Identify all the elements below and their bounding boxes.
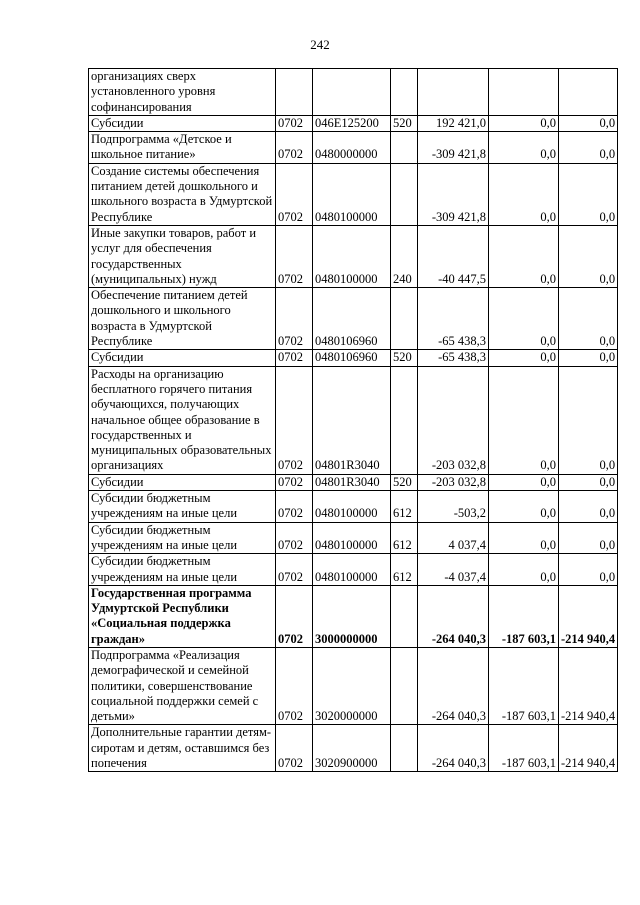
amount-col1-cell: 4 037,4 bbox=[418, 522, 489, 554]
amount-col2-cell: 0,0 bbox=[489, 132, 559, 164]
table-row bbox=[89, 132, 618, 164]
amount-col2-cell: 0,0 bbox=[489, 366, 559, 474]
amount-col2-cell: 0,0 bbox=[489, 288, 559, 350]
amount-col1-cell: -203 032,8 bbox=[418, 366, 489, 474]
row-name-cell: Обеспечение питанием детей дошкольного и школьного возраста в Удмуртской Республике bbox=[89, 288, 276, 350]
expense-type-cell: 240 bbox=[391, 225, 418, 287]
section-code-cell: 0702 bbox=[276, 522, 313, 554]
table-row bbox=[89, 288, 618, 350]
expense-type-cell bbox=[391, 288, 418, 350]
target-code-cell: 0480106960 bbox=[313, 288, 391, 350]
target-code-cell: 3020000000 bbox=[313, 647, 391, 724]
row-name-cell: Субсидии бюджетным учреждениям на иные цели bbox=[89, 554, 276, 586]
amount-col1-cell: 192 421,0 bbox=[418, 115, 489, 131]
row-name-cell: Расходы на организацию бесплатного горячего питания обучающихся, получающих начальное общее образование в государственных и муниципальных образовательных организациях bbox=[89, 366, 276, 474]
amount-col3-cell: 0,0 bbox=[559, 350, 618, 366]
target-code-cell: 3020900000 bbox=[313, 725, 391, 772]
target-code-cell bbox=[313, 69, 391, 116]
program-row bbox=[89, 585, 618, 647]
amount-col3-cell bbox=[559, 69, 618, 116]
target-code-cell: 0480100000 bbox=[313, 491, 391, 523]
amount-col2-cell: 0,0 bbox=[489, 350, 559, 366]
section-code-cell: 0702 bbox=[276, 225, 313, 287]
section-code-cell: 0702 bbox=[276, 132, 313, 164]
amount-col1-cell: -503,2 bbox=[418, 491, 489, 523]
section-code-cell: 0702 bbox=[276, 554, 313, 586]
table-row bbox=[89, 115, 618, 131]
section-code-cell: 0702 bbox=[276, 585, 313, 647]
amount-col2-cell: -187 603,1 bbox=[489, 585, 559, 647]
table-row bbox=[89, 474, 618, 490]
row-name-cell: Субсидии бюджетным учреждениям на иные цели bbox=[89, 522, 276, 554]
target-code-cell: 046Е125200 bbox=[313, 115, 391, 131]
row-name-cell: Иные закупки товаров, работ и услуг для обеспечения государственных (муниципальных) нужд bbox=[89, 225, 276, 287]
row-name-cell: Дополнительные гарантии детям-сиротам и детям, оставшимся без попечения bbox=[89, 725, 276, 772]
target-code-cell: 0480000000 bbox=[313, 132, 391, 164]
amount-col1-cell: -40 447,5 bbox=[418, 225, 489, 287]
amount-col1-cell: -65 438,3 bbox=[418, 288, 489, 350]
page-number: 242 bbox=[310, 37, 330, 52]
table-row bbox=[89, 69, 618, 116]
amount-col3-cell: 0,0 bbox=[559, 522, 618, 554]
row-name-cell: Государственная программа Удмуртской Республики «Социальная поддержка граждан» bbox=[89, 585, 276, 647]
section-code-cell: 0702 bbox=[276, 647, 313, 724]
amount-col2-cell: 0,0 bbox=[489, 554, 559, 586]
amount-col1-cell: -264 040,3 bbox=[418, 647, 489, 724]
expense-type-cell: 612 bbox=[391, 554, 418, 586]
expense-type-cell bbox=[391, 366, 418, 474]
amount-col3-cell: -214 940,4 bbox=[559, 725, 618, 772]
section-code-cell: 0702 bbox=[276, 725, 313, 772]
amount-col3-cell: 0,0 bbox=[559, 115, 618, 131]
table-row bbox=[89, 491, 618, 523]
amount-col2-cell: 0,0 bbox=[489, 115, 559, 131]
amount-col3-cell: -214 940,4 bbox=[559, 647, 618, 724]
target-code-cell: 0480100000 bbox=[313, 522, 391, 554]
section-code-cell: 0702 bbox=[276, 163, 313, 225]
target-code-cell: 04801R3040 bbox=[313, 366, 391, 474]
target-code-cell: 0480106960 bbox=[313, 350, 391, 366]
amount-col1-cell: -264 040,3 bbox=[418, 585, 489, 647]
section-code-cell: 0702 bbox=[276, 115, 313, 131]
target-code-cell: 0480100000 bbox=[313, 554, 391, 586]
target-code-cell: 0480100000 bbox=[313, 163, 391, 225]
amount-col2-cell bbox=[489, 69, 559, 116]
expense-type-cell: 612 bbox=[391, 522, 418, 554]
table-row bbox=[89, 522, 618, 554]
amount-col2-cell: -187 603,1 bbox=[489, 647, 559, 724]
table-row bbox=[89, 647, 618, 724]
section-code-cell bbox=[276, 69, 313, 116]
amount-col3-cell: 0,0 bbox=[559, 474, 618, 490]
expense-type-cell bbox=[391, 725, 418, 772]
amount-col2-cell: -187 603,1 bbox=[489, 725, 559, 772]
expense-type-cell bbox=[391, 585, 418, 647]
amount-col3-cell: 0,0 bbox=[559, 288, 618, 350]
expense-type-cell bbox=[391, 647, 418, 724]
target-code-cell: 0480100000 bbox=[313, 225, 391, 287]
table-row bbox=[89, 725, 618, 772]
amount-col1-cell bbox=[418, 69, 489, 116]
expense-type-cell: 612 bbox=[391, 491, 418, 523]
amount-col2-cell: 0,0 bbox=[489, 474, 559, 490]
row-name-cell: Субсидии bbox=[89, 115, 276, 131]
budget-table bbox=[88, 68, 618, 772]
target-code-cell: 04801R3040 bbox=[313, 474, 391, 490]
expense-type-cell bbox=[391, 163, 418, 225]
amount-col2-cell: 0,0 bbox=[489, 522, 559, 554]
amount-col3-cell: 0,0 bbox=[559, 366, 618, 474]
amount-col3-cell: 0,0 bbox=[559, 132, 618, 164]
amount-col1-cell: -4 037,4 bbox=[418, 554, 489, 586]
amount-col1-cell: -309 421,8 bbox=[418, 132, 489, 164]
target-code-cell: 3000000000 bbox=[313, 585, 391, 647]
amount-col2-cell: 0,0 bbox=[489, 163, 559, 225]
expense-type-cell bbox=[391, 69, 418, 116]
expense-type-cell: 520 bbox=[391, 350, 418, 366]
amount-col3-cell: 0,0 bbox=[559, 554, 618, 586]
section-code-cell: 0702 bbox=[276, 366, 313, 474]
table-row bbox=[89, 366, 618, 474]
amount-col1-cell: -309 421,8 bbox=[418, 163, 489, 225]
row-name-cell: Подпрограмма «Реализация демографической и семейной политики, совершенствование социальной поддержки семей с детьми» bbox=[89, 647, 276, 724]
expense-type-cell: 520 bbox=[391, 115, 418, 131]
row-name-cell: Подпрограмма «Детское и школьное питание» bbox=[89, 132, 276, 164]
table-row bbox=[89, 350, 618, 366]
expense-type-cell: 520 bbox=[391, 474, 418, 490]
amount-col3-cell: 0,0 bbox=[559, 225, 618, 287]
amount-col1-cell: -65 438,3 bbox=[418, 350, 489, 366]
row-name-cell: Субсидии bbox=[89, 474, 276, 490]
amount-col1-cell: -203 032,8 bbox=[418, 474, 489, 490]
amount-col3-cell: -214 940,4 bbox=[559, 585, 618, 647]
amount-col3-cell: 0,0 bbox=[559, 163, 618, 225]
amount-col2-cell: 0,0 bbox=[489, 225, 559, 287]
table-row bbox=[89, 163, 618, 225]
row-name-cell: Субсидии бюджетным учреждениям на иные цели bbox=[89, 491, 276, 523]
row-name-cell: организациях сверх установленного уровня софинансирования bbox=[89, 69, 276, 116]
amount-col1-cell: -264 040,3 bbox=[418, 725, 489, 772]
table-row bbox=[89, 554, 618, 586]
section-code-cell: 0702 bbox=[276, 288, 313, 350]
section-code-cell: 0702 bbox=[276, 491, 313, 523]
row-name-cell: Субсидии bbox=[89, 350, 276, 366]
expense-type-cell bbox=[391, 132, 418, 164]
amount-col2-cell: 0,0 bbox=[489, 491, 559, 523]
section-code-cell: 0702 bbox=[276, 350, 313, 366]
amount-col3-cell: 0,0 bbox=[559, 491, 618, 523]
row-name-cell: Создание системы обеспечения питанием детей дошкольного и школьного возраста в Удмуртской Республике bbox=[89, 163, 276, 225]
table-row bbox=[89, 225, 618, 287]
section-code-cell: 0702 bbox=[276, 474, 313, 490]
